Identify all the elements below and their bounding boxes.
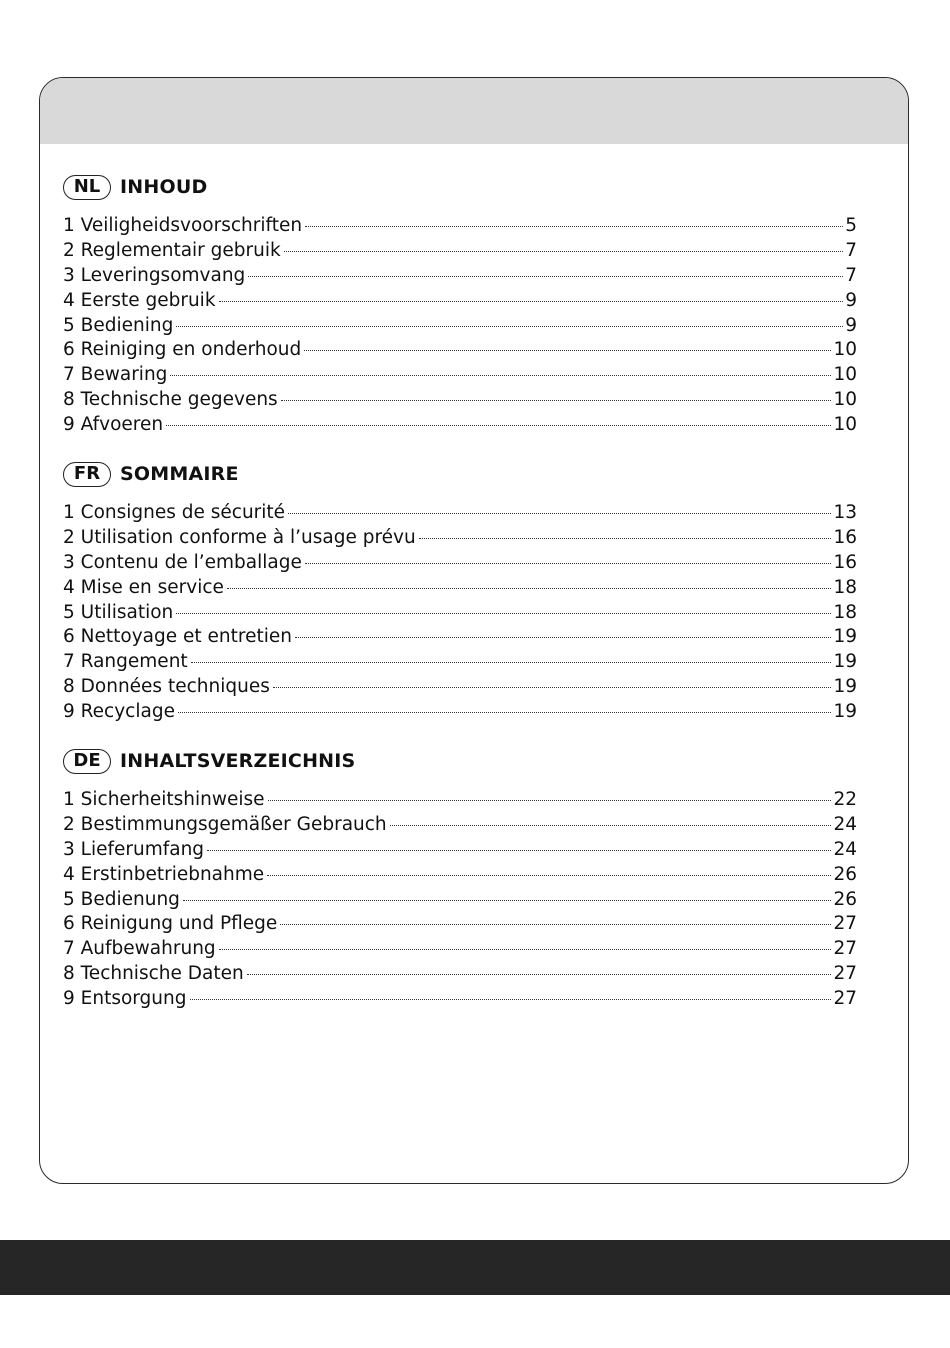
dot-leader <box>207 850 831 851</box>
dot-leader <box>419 538 832 539</box>
dot-leader <box>166 425 831 426</box>
toc-entry[interactable] <box>63 338 857 363</box>
toc-entry-label: 1 Sicherheitshinweise <box>63 789 265 810</box>
toc-entry-page-number: 19 <box>833 676 857 698</box>
toc-entry-label: 6 Reinigung und Pflege <box>63 913 278 935</box>
toc-entry-label: 3 Contenu de l’emballage <box>63 551 302 573</box>
toc-entry[interactable] <box>63 413 857 438</box>
toc-list <box>63 788 857 1012</box>
dot-leader <box>176 613 831 614</box>
section-title: INHALTSVERZEICHNIS <box>120 750 356 772</box>
toc-entry[interactable] <box>63 214 857 239</box>
section-heading <box>63 461 857 487</box>
toc-entry-page-number: 10 <box>833 414 857 436</box>
toc-entry-page-number: 27 <box>833 938 857 960</box>
dot-leader <box>219 949 832 950</box>
dot-leader <box>295 637 832 638</box>
footer-bar <box>0 1240 950 1295</box>
dot-leader <box>219 301 844 302</box>
toc-entry[interactable] <box>63 838 857 863</box>
dot-leader <box>288 513 831 514</box>
language-badge: NL <box>63 175 111 200</box>
toc-entry[interactable] <box>63 650 857 675</box>
toc-entry-label: 8 Technische gegevens <box>63 389 278 411</box>
toc-entry-page-number: 16 <box>833 526 857 548</box>
toc-entry[interactable] <box>63 264 857 289</box>
toc-entry-label: 4 Erstinbetriebnahme <box>63 863 265 885</box>
dot-leader <box>191 662 832 663</box>
toc-entry-label: 5 Bediening <box>63 314 174 336</box>
section-heading <box>63 174 857 200</box>
toc-entry[interactable] <box>63 788 857 813</box>
language-badge: FR <box>63 462 111 487</box>
toc-entry-page-number: 9 <box>845 314 857 336</box>
toc-entry[interactable] <box>63 239 857 264</box>
toc-entry-page-number: 10 <box>833 389 857 411</box>
toc-entry-label: 1 Veiligheidsvoorschriften <box>63 215 303 236</box>
toc-entry[interactable] <box>63 289 857 314</box>
toc-entry-label: 1 Consignes de sécurité <box>63 502 286 523</box>
toc-entry-label: 8 Données techniques <box>63 676 270 698</box>
toc-entry[interactable] <box>63 700 857 725</box>
toc-entry[interactable] <box>63 576 857 601</box>
dot-leader <box>170 375 831 376</box>
dot-leader <box>280 924 831 925</box>
toc-section-fr <box>63 461 857 725</box>
toc-entry[interactable] <box>63 526 857 551</box>
toc-entry-label: 5 Bedienung <box>63 888 180 910</box>
toc-entry[interactable] <box>63 314 857 339</box>
dot-leader <box>268 800 832 801</box>
dot-leader <box>267 875 831 876</box>
dot-leader <box>178 712 832 713</box>
toc-entry-label: 7 Rangement <box>63 651 188 673</box>
toc-entry-page-number: 26 <box>833 863 857 885</box>
toc-entry[interactable] <box>63 888 857 913</box>
toc-section-nl <box>63 174 857 438</box>
toc-entry-label: 4 Mise en service <box>63 576 224 598</box>
toc-entry[interactable] <box>63 388 857 413</box>
toc-list <box>63 214 857 438</box>
dot-leader <box>190 999 832 1000</box>
toc-entry[interactable] <box>63 912 857 937</box>
toc-entry-page-number: 27 <box>833 913 857 935</box>
toc-entry[interactable] <box>63 863 857 888</box>
toc-entry-page-number: 10 <box>833 364 857 386</box>
frame-header-band <box>40 78 908 144</box>
toc-entry-label: 3 Lieferumfang <box>63 838 205 860</box>
toc-entry-page-number: 10 <box>833 339 857 361</box>
dot-leader <box>281 400 832 401</box>
toc-entry-page-number: 18 <box>833 576 857 598</box>
toc-entry-label: 3 Leveringsomvang <box>63 264 246 286</box>
toc-entry-label: 9 Recyclage <box>63 701 175 723</box>
toc-entry-label: 8 Technische Daten <box>63 963 244 985</box>
toc-entry-label: 7 Bewaring <box>63 364 168 386</box>
toc-entry[interactable] <box>63 601 857 626</box>
toc-entry-label: 9 Entsorgung <box>63 988 187 1010</box>
toc-entry-label: 2 Utilisation conforme à l’usage prévu <box>63 526 416 548</box>
dot-leader <box>227 588 832 589</box>
dot-leader <box>390 825 832 826</box>
toc-entry-page-number: 26 <box>833 888 857 910</box>
section-title: SOMMAIRE <box>120 463 239 485</box>
toc-entry-label: 6 Reiniging en onderhoud <box>63 339 302 361</box>
dot-leader <box>176 326 843 327</box>
toc-list <box>63 501 857 725</box>
dot-leader <box>305 226 843 227</box>
toc-entry-label: 7 Aufbewahrung <box>63 938 216 960</box>
section-heading <box>63 748 857 774</box>
toc-entry-page-number: 27 <box>833 988 857 1010</box>
toc-entry-page-number: 24 <box>833 838 857 860</box>
toc-entry[interactable] <box>63 363 857 388</box>
toc-entry-label: 9 Afvoeren <box>63 414 164 436</box>
toc-entry-page-number: 27 <box>833 963 857 985</box>
toc-entry-page-number: 16 <box>833 551 857 573</box>
language-badge: DE <box>63 749 111 774</box>
dot-leader <box>284 251 844 252</box>
toc-entry-label: 6 Nettoyage et entretien <box>63 626 292 648</box>
dot-leader <box>248 276 843 277</box>
toc-entry-page-number: 5 <box>845 215 857 236</box>
toc-entry-page-number: 24 <box>833 813 857 835</box>
dot-leader <box>304 350 831 351</box>
toc-entry-label: 2 Reglementair gebruik <box>63 239 281 261</box>
toc-entry[interactable] <box>63 675 857 700</box>
toc-entry-page-number: 13 <box>833 502 857 523</box>
toc-entry-page-number: 7 <box>845 239 857 261</box>
toc-entry-page-number: 18 <box>833 601 857 623</box>
toc-section-de <box>63 748 857 1012</box>
toc-entry-page-number: 19 <box>833 651 857 673</box>
toc-entry[interactable] <box>63 937 857 962</box>
dot-leader <box>183 900 832 901</box>
toc-entry-page-number: 9 <box>845 289 857 311</box>
toc-entry[interactable] <box>63 987 857 1012</box>
toc-entry-page-number: 19 <box>833 701 857 723</box>
dot-leader <box>247 974 832 975</box>
toc-entry-label: 2 Bestimmungsgemäßer Gebrauch <box>63 813 387 835</box>
toc-entry[interactable] <box>63 962 857 987</box>
toc-entry-page-number: 7 <box>845 264 857 286</box>
toc-entry-label: 4 Eerste gebruik <box>63 289 216 311</box>
toc-entry[interactable] <box>63 625 857 650</box>
toc-entry-page-number: 22 <box>833 789 857 810</box>
dot-leader <box>273 687 832 688</box>
toc-entry-label: 5 Utilisation <box>63 601 174 623</box>
section-title: INHOUD <box>120 176 208 198</box>
toc-entry[interactable] <box>63 551 857 576</box>
dot-leader <box>305 563 832 564</box>
toc-entry[interactable] <box>63 813 857 838</box>
toc-entry[interactable] <box>63 501 857 526</box>
toc-entry-page-number: 19 <box>833 626 857 648</box>
